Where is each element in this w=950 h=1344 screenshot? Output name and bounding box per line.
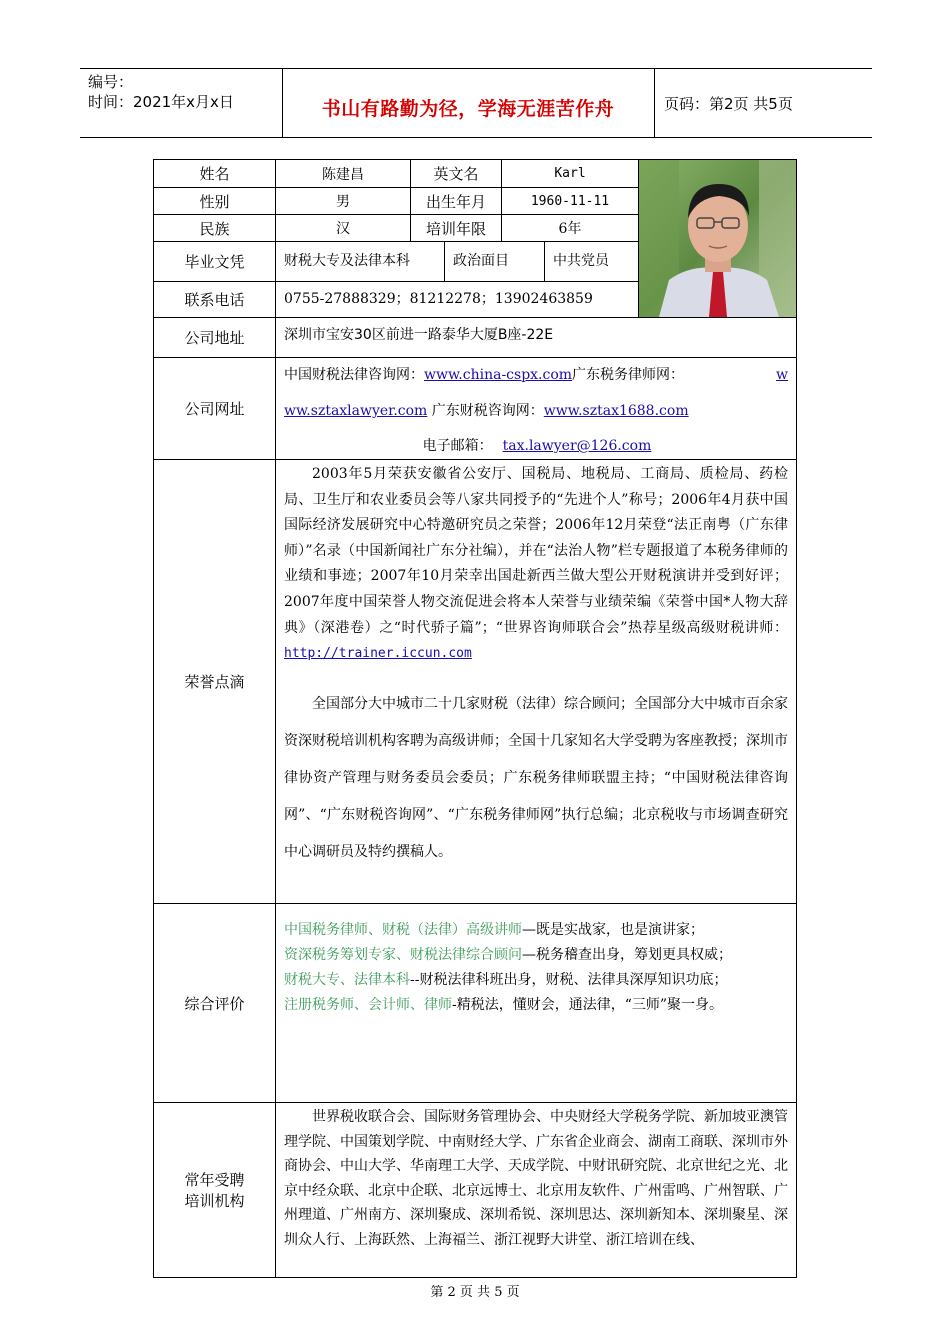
english-name-value: Karl: [501, 159, 639, 188]
photo-cell: [638, 159, 797, 318]
website-line-1: [284, 365, 788, 385]
institutions-label-line-1: 常年受聘: [184, 1171, 245, 1189]
evaluation-item-title: 资深税务筹划专家、财税法律综合顾问: [284, 947, 522, 963]
evaluation-item-desc: --财税法律科班出身，财税、法律具深厚知识功底；: [410, 972, 728, 988]
evaluation-item-title: 注册税务师、会计师、律师: [284, 997, 452, 1013]
document-date-label: 时间：2021年x月x日: [88, 93, 234, 111]
evaluation-item: [284, 943, 788, 968]
birth-value: 1960-11-11: [501, 187, 639, 215]
gender-value: 男: [275, 187, 411, 215]
header-motto: 书山有路勤为径，学海无涯苦作舟: [321, 98, 615, 120]
phone-value: 0755-27888329；81212278；13902463859: [275, 281, 639, 318]
name-label: 姓名: [153, 159, 276, 188]
document-number-label: 编号：: [88, 73, 134, 91]
honors-cell: [275, 459, 797, 904]
email-link[interactable]: tax.lawyer@126.com: [502, 438, 652, 454]
header-divider-left: [282, 68, 283, 137]
evaluation-item: [284, 918, 788, 943]
address-value: 深圳市宝安30区前进一路泰华大厦B座-22E: [275, 317, 797, 358]
name-value: 陈建昌: [275, 159, 411, 188]
portrait-photo: [639, 160, 796, 317]
website-label: 公司网址: [153, 357, 276, 460]
ethnicity-value: 汉: [275, 214, 411, 242]
gender-label: 性别: [153, 187, 276, 215]
email-line: [276, 436, 798, 456]
honors-paragraph-2: 全国部分大中城市二十几家财税（法律）综合顾问；全国部分大中城市百余家资深财税培训机构客聘为高级讲师；全国十几家知名大学受聘为客座教授；深圳市律协资产管理与财务委员会委员；广东税务律师联盟主持；“中国财税法律咨询网”、“广东财税咨询网”、“广东税务律师网”执行总编；北京税收与市场调查研究中心调研员及特约撰稿人。: [284, 696, 788, 860]
evaluation-label: 综合评价: [153, 903, 276, 1103]
institutions-text: 世界税收联合会、国际财务管理协会、中央财经大学税务学院、新加坡亚澳管理学院、中国策划学院、中南财经大学、广东省企业商会、湖南工商联、深圳市外商协会、中山大学、华南理工大学、天成学院、中财讯研究院、北京世纪之光、北京中经众联、北京中企联、北京远博士、北京用友软件、广州雷鸣、广州智联、广州理道、广州南方、深圳聚成、深圳希锐、深圳思达、深圳新知本、深圳聚星、深圳众人行、上海跃然、上海福兰、浙江视野大讲堂、浙江培训在线、: [284, 1109, 788, 1248]
evaluation-list: [284, 918, 788, 1018]
honors-paragraph-1: [284, 462, 788, 667]
header-bottom-rule: [80, 137, 872, 138]
honors-label: 荣誉点滴: [153, 459, 276, 904]
institutions-label-line-2: 培训机构: [184, 1192, 245, 1210]
header-divider-right: [654, 68, 655, 137]
website-cell: [275, 357, 797, 460]
birth-label: 出生年月: [410, 187, 502, 215]
site3-link[interactable]: www.sztax1688.com: [543, 403, 689, 419]
email-prefix: 电子邮箱：: [422, 438, 493, 454]
training-years-value: 6年: [501, 214, 639, 242]
political-value: 中共党员: [544, 241, 639, 282]
page-footer: 第 2 页 共 5 页: [430, 1285, 520, 1300]
evaluation-item-desc: —税务稽查出身，筹划更具权威；: [522, 947, 732, 963]
evaluation-item: [284, 968, 788, 993]
political-label: 政治面目: [444, 241, 545, 282]
institutions-cell: [275, 1102, 797, 1278]
evaluation-item-desc: —既是实战家，也是演讲家；: [522, 922, 704, 938]
evaluation-item: [284, 993, 788, 1018]
page-number-label: 页码：第2页 共5页: [664, 95, 793, 113]
site2-link-part2[interactable]: ww.sztaxlawyer.com: [284, 403, 428, 419]
institutions-label: [153, 1102, 276, 1278]
evaluation-item-desc: -精税法，懂财会，通法律，“三师”聚一身。: [452, 997, 724, 1013]
phone-label: 联系电话: [153, 281, 276, 318]
site2-link-part1[interactable]: w: [776, 367, 788, 383]
evaluation-item-title: 中国税务律师、财税（法律）高级讲师: [284, 922, 522, 938]
training-years-label: 培训年限: [410, 214, 502, 242]
english-name-label: 英文名: [410, 159, 502, 188]
trainer-link[interactable]: http://trainer.iccun.com: [284, 646, 472, 662]
site1-prefix: 中国财税法律咨询网：: [284, 367, 424, 383]
website-line-2: [284, 401, 788, 421]
evaluation-cell: [275, 903, 797, 1103]
honors-text-1: 2003年5月荣获安徽省公安厅、国税局、地税局、工商局、质检局、药检局、卫生厅和农业委员会等八家共同授予的“先进个人”称号；2006年4月获中国国际经济发展研究中心特邀研究员之荣誉；2006年12月荣登“法正南粤（广东律师）”名录（中国新闻社广东分社编），并在“法治人物”栏专题报道了本税务律师的业绩和事迹；2007年10月荣幸出国赴新西兰做大型公开财税演讲并受到好评；2007年度中国荣誉人物交流促进会将本人荣誉与业绩荣编《荣誉中国*人物大辞典》（深港卷）之“时代骄子篇”；“世界咨询师联合会”热荐星级高级财税讲师：: [284, 466, 788, 636]
education-label: 毕业文凭: [153, 241, 276, 282]
site1-link[interactable]: www.china-cspx.com: [424, 367, 573, 383]
evaluation-item-title: 财税大专、法律本科: [284, 972, 410, 988]
ethnicity-label: 民族: [153, 214, 276, 242]
address-label: 公司地址: [153, 317, 276, 358]
site2-prefix: 广东税务律师网：: [572, 367, 685, 383]
education-value: 财税大专及法律本科: [275, 241, 445, 282]
header-top-rule: [80, 68, 872, 69]
site3-prefix: 广东财税咨询网：: [431, 403, 544, 419]
